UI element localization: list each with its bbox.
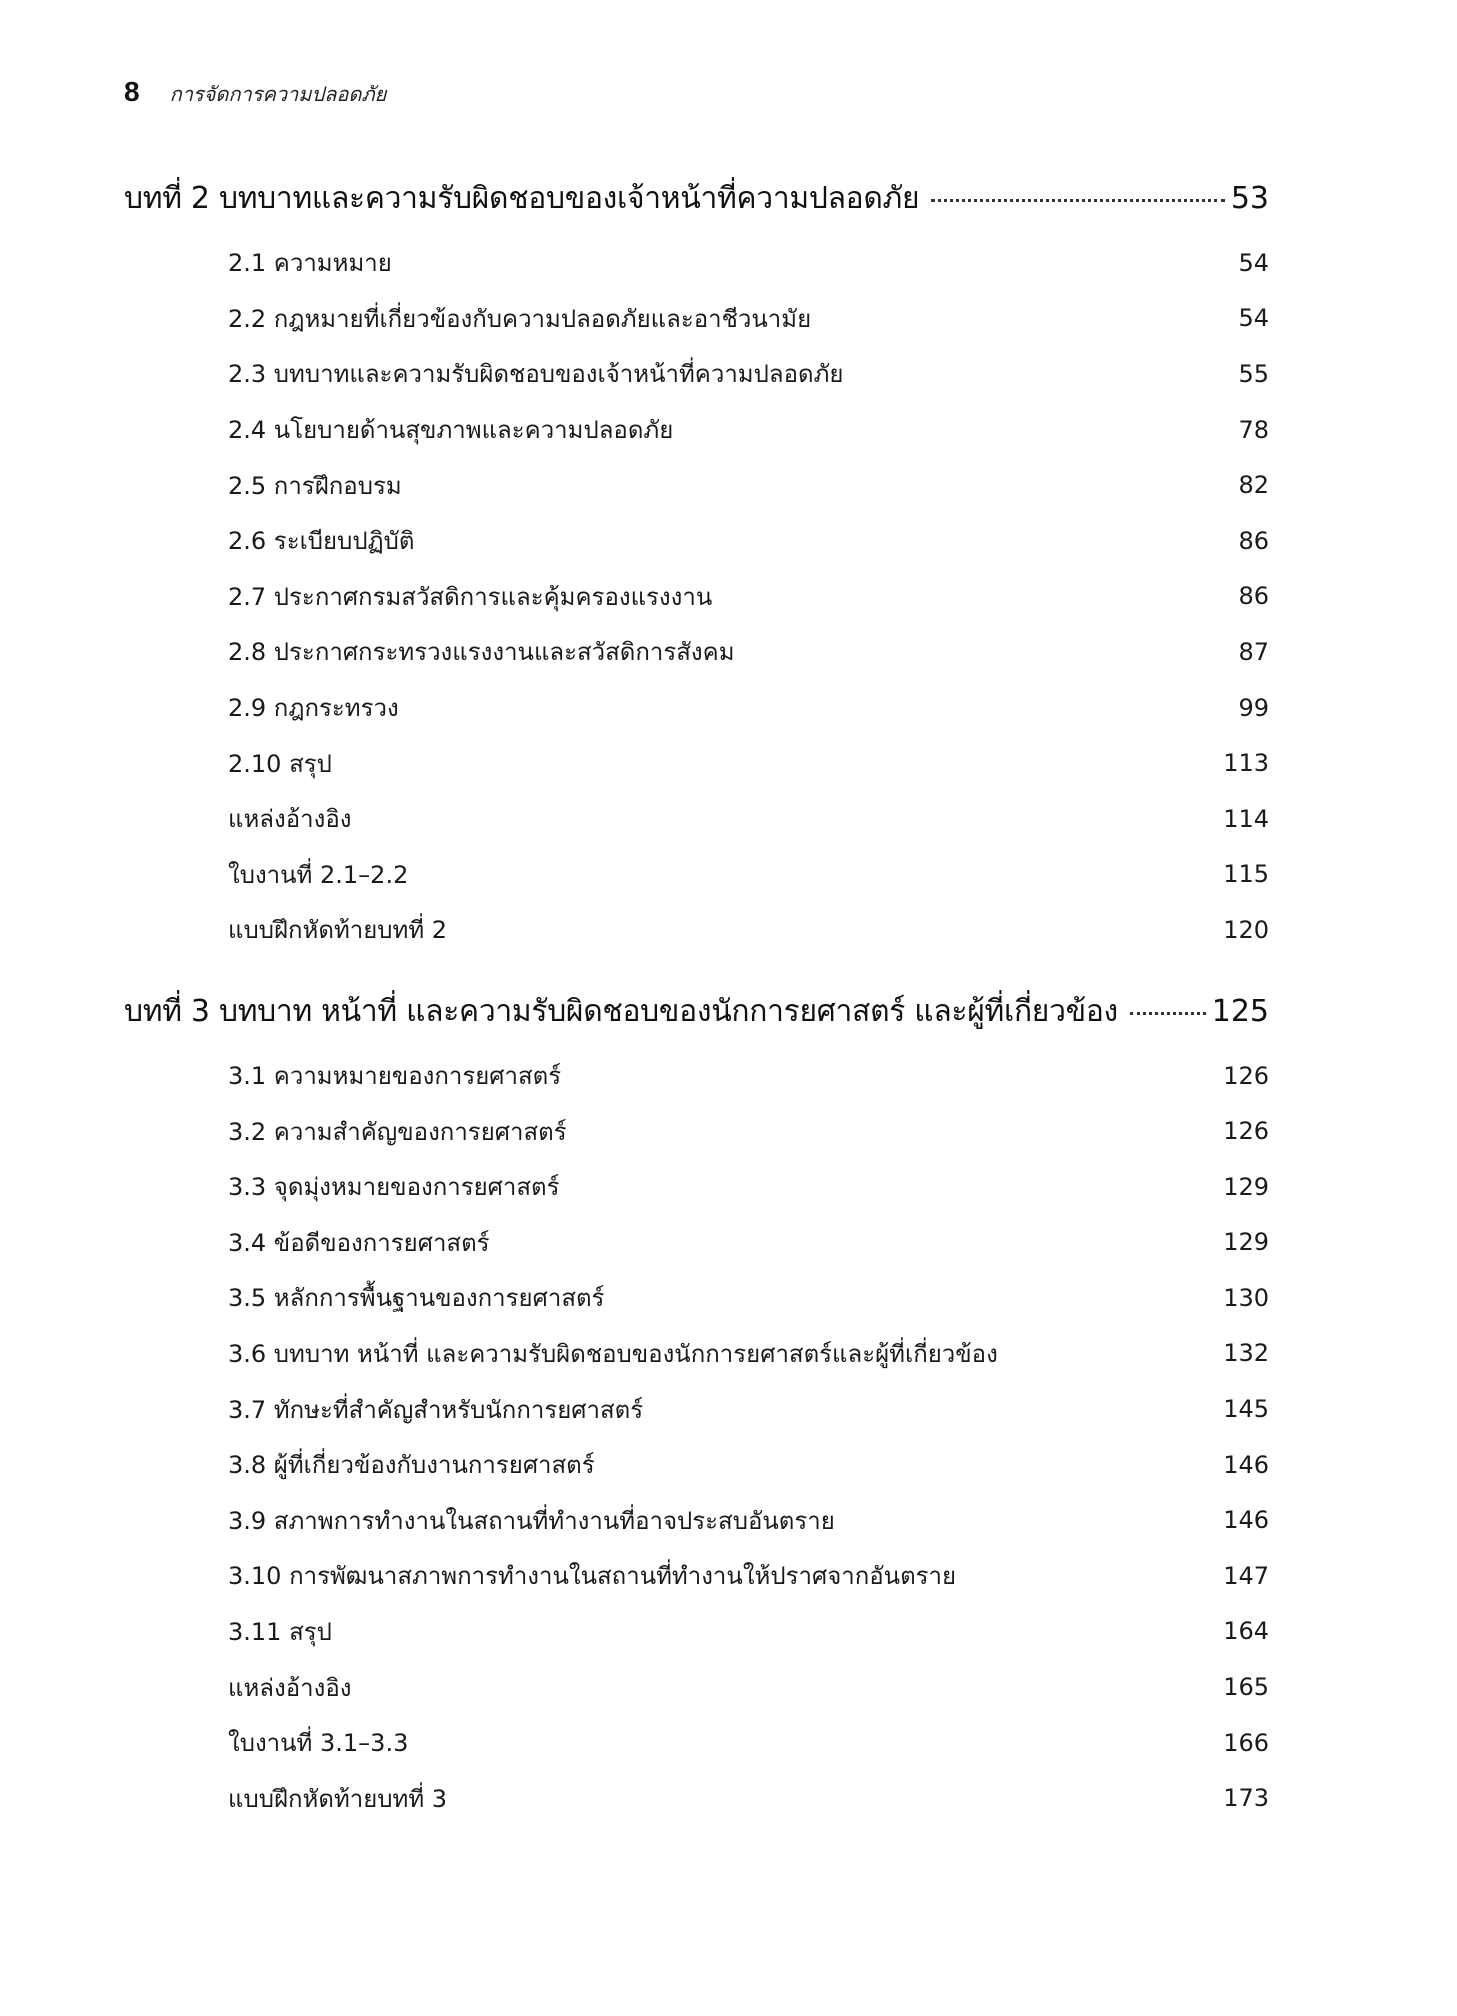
- toc-entry: [228, 902, 1269, 958]
- entry-label: 2.6 ระเบียบปฏิบัติ: [228, 527, 415, 556]
- entry-page-number: 173: [1223, 1784, 1269, 1813]
- entry-label: 3.2 ความสำคัญของการยศาสตร์: [228, 1117, 567, 1146]
- entry-label: ใบงานที่ 3.1–3.3: [228, 1729, 409, 1758]
- entry-label: 2.7 ประกาศกรมสวัสดิการและคุ้มครองแรงงาน: [228, 582, 713, 611]
- entry-page-number: 146: [1223, 1506, 1269, 1535]
- toc-entry: [228, 1103, 1269, 1159]
- toc-entry: [228, 1215, 1269, 1271]
- chapter-heading: [124, 988, 1269, 1048]
- entry-label: แหล่งอ้างอิง: [228, 1673, 352, 1702]
- table-of-contents: [124, 175, 1269, 1856]
- chapter-title: บทที่ 2 บทบาทและความรับผิดชอบของเจ้าหน้าที่ความปลอดภัย: [124, 181, 920, 216]
- entry-page-number: 87: [1238, 637, 1269, 666]
- entry-page-number: 146: [1223, 1450, 1269, 1479]
- toc-entry: [228, 402, 1269, 458]
- toc-entry: [228, 1548, 1269, 1604]
- toc-entry: [228, 1715, 1269, 1771]
- chapter-heading: [124, 175, 1269, 235]
- chapter-page-number: 125: [1211, 993, 1269, 1029]
- entry-page-number: 99: [1238, 693, 1269, 722]
- chapter-3: [124, 988, 1269, 1826]
- entry-page-number: 126: [1223, 1061, 1269, 1090]
- entry-page-number: 54: [1238, 304, 1269, 333]
- toc-entry: [228, 569, 1269, 625]
- entry-label: 2.9 กฎกระทรวง: [228, 694, 399, 723]
- entry-label: 3.1 ความหมายของการยศาสตร์: [228, 1062, 562, 1091]
- toc-entry: [228, 1604, 1269, 1660]
- toc-entry: [228, 847, 1269, 903]
- entry-label: 2.2 กฎหมายที่เกี่ยวข้องกับความปลอดภัยและอาชีวนามัย: [228, 304, 812, 333]
- chapter-entries: [228, 1048, 1269, 1826]
- toc-entry: [228, 346, 1269, 402]
- entry-label: 3.4 ข้อดีของการยศาสตร์: [228, 1228, 490, 1257]
- entry-page-number: 145: [1223, 1395, 1269, 1424]
- entry-page-number: 114: [1223, 804, 1269, 833]
- dot-leader: [931, 199, 1224, 202]
- entry-page-number: 86: [1238, 526, 1269, 555]
- entry-page-number: 113: [1223, 749, 1269, 778]
- toc-entry: [228, 1381, 1269, 1437]
- entry-page-number: 165: [1223, 1673, 1269, 1702]
- entry-label: 2.3 บทบาทและความรับผิดชอบของเจ้าหน้าที่ความปลอดภัย: [228, 360, 844, 389]
- toc-entry: [228, 513, 1269, 569]
- toc-entry: [228, 1326, 1269, 1382]
- chapter-page-number: 53: [1230, 181, 1269, 216]
- entry-label: แหล่งอ้างอิง: [228, 805, 352, 834]
- toc-entry: [228, 680, 1269, 736]
- entry-label: แบบฝึกหัดท้ายบทที่ 3: [228, 1784, 448, 1813]
- toc-entry: [228, 1659, 1269, 1715]
- toc-entry: [228, 1437, 1269, 1493]
- toc-entry: [228, 1159, 1269, 1215]
- entry-page-number: 115: [1223, 860, 1269, 889]
- entry-label: 3.3 จุดมุ่งหมายของการยศาสตร์: [228, 1173, 560, 1202]
- entry-label: 3.10 การพัฒนาสภาพการทำงานในสถานที่ทำงานให้ปราศจากอันตราย: [228, 1562, 957, 1591]
- entry-label: 2.10 สรุป: [228, 749, 332, 778]
- toc-entry: [228, 235, 1269, 291]
- chapter-title: บทที่ 3 บทบาท หน้าที่ และความรับผิดชอบของนักการยศาสตร์ และผู้ที่เกี่ยวข้อง: [124, 993, 1118, 1029]
- book-title: การจัดการความปลอดภัย: [169, 82, 387, 106]
- entry-label: 3.6 บทบาท หน้าที่ และความรับผิดชอบของนักการยศาสตร์และผู้ที่เกี่ยวข้อง: [228, 1339, 998, 1368]
- toc-entry: [228, 1770, 1269, 1826]
- entry-label: แบบฝึกหัดท้ายบทที่ 2: [228, 916, 448, 945]
- toc-entry: [228, 1492, 1269, 1548]
- entry-page-number: 126: [1223, 1117, 1269, 1146]
- entry-page-number: 164: [1223, 1617, 1269, 1646]
- entry-page-number: 120: [1223, 915, 1269, 944]
- toc-entry: [228, 735, 1269, 791]
- page-number: 8: [124, 76, 140, 107]
- chapter-2: [124, 175, 1269, 958]
- chapter-entries: [228, 235, 1269, 958]
- entry-page-number: 82: [1238, 471, 1269, 500]
- toc-entry: [228, 791, 1269, 847]
- toc-entry: [228, 1270, 1269, 1326]
- dot-leader: [1130, 1012, 1206, 1015]
- entry-label: 3.7 ทักษะที่สำคัญสำหรับนักการยศาสตร์: [228, 1395, 644, 1424]
- entry-label: 3.5 หลักการพื้นฐานของการยศาสตร์: [228, 1284, 605, 1313]
- entry-label: 3.8 ผู้ที่เกี่ยวข้องกับงานการยศาสตร์: [228, 1451, 595, 1480]
- entry-page-number: 55: [1238, 359, 1269, 388]
- entry-label: 2.1 ความหมาย: [228, 249, 392, 278]
- entry-page-number: 129: [1223, 1172, 1269, 1201]
- entry-page-number: 129: [1223, 1228, 1269, 1257]
- toc-entry: [228, 624, 1269, 680]
- entry-page-number: 78: [1238, 415, 1269, 444]
- toc-entry: [228, 291, 1269, 347]
- entry-label: 2.8 ประกาศกระทรวงแรงงานและสวัสดิการสังคม: [228, 638, 735, 667]
- entry-label: 2.4 นโยบายด้านสุขภาพและความปลอดภัย: [228, 416, 674, 445]
- entry-label: 3.9 สภาพการทำงานในสถานที่ทำงานที่อาจประสบอันตราย: [228, 1506, 835, 1535]
- entry-label: ใบงานที่ 2.1–2.2: [228, 860, 409, 889]
- entry-page-number: 147: [1223, 1561, 1269, 1590]
- entry-page-number: 54: [1238, 248, 1269, 277]
- running-header: [124, 76, 386, 110]
- entry-page-number: 132: [1223, 1339, 1269, 1368]
- entry-page-number: 86: [1238, 582, 1269, 611]
- toc-entry: [228, 1048, 1269, 1104]
- toc-entry: [228, 457, 1269, 513]
- entry-page-number: 130: [1223, 1283, 1269, 1312]
- entry-label: 3.11 สรุป: [228, 1617, 332, 1646]
- entry-label: 2.5 การฝึกอบรม: [228, 471, 402, 500]
- entry-page-number: 166: [1223, 1728, 1269, 1757]
